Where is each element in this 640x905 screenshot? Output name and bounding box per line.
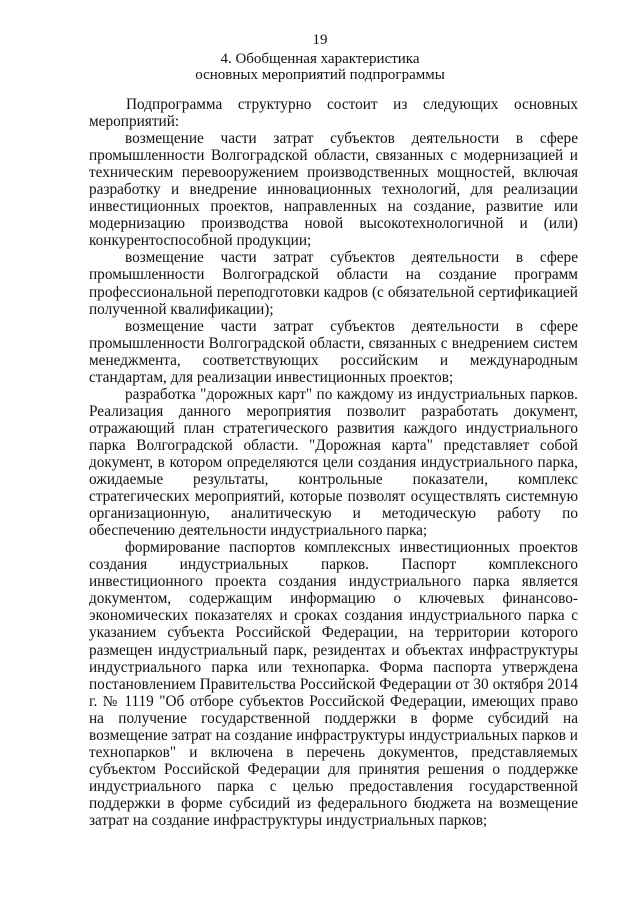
section-heading [0, 51, 640, 83]
paragraph-management-systems: возмещение части затрат субъектов деятельности в сфере промышленности Волгоградской области, связанных с внедрением систем менеджмента, соответствующих российским и международным стандартам, для реализации инвестиционных проектов; [89, 317, 578, 386]
section-title-line-1: 4. Обобщенная характеристика [220, 51, 420, 67]
paragraph-passports: формирование паспортов комплексных инвестиционных проектов создания индустриальных парков. Паспорт комплексного инвестиционного проекта создания индустриального парка является документом, содержащим информацию о ключевых финансово-экономических показателях и сроках создания индустриального парка с указанием субъекта Российской Федерации, на территории которого размещен индустриальный парк, резидентах и объектах инфраструктуры индустриального парка или технопарка. Форма паспорта утверждена постановлением Правительства Российской Федерации от 30 октября 2014 г. № 1119 "Об отборе субъектов Российской Федерации, имеющих право на получение государственной поддержки в форме субсидий на возмещение затрат на создание инфраструктуры индустриальных парков и технопарков" и включена в перечень документов, представляемых субъектом Российской Федерации для принятия решения о поддержке индустриального парка с целью предоставления государственной поддержки в форме субсидий из федерального бюджета на возмещение затрат на создание инфраструктуры индустриальных парков; [89, 539, 578, 829]
paragraph-modernization: возмещение части затрат субъектов деятельности в сфере промышленности Волгоградской области, связанных с модернизацией и техническим перевооружением производственных мощностей, включая разработку и внедрение инновационных технологий, для реализации инвестиционных проектов, направленных на создание, развитие или модернизацию производства новой высокотехнологичной и (или) конкурентоспособной продукции; [89, 130, 578, 250]
page-number: 19 [312, 32, 328, 48]
document-body [89, 96, 578, 829]
section-title-line-2: основных мероприятий подпрограммы [195, 67, 445, 83]
paragraph-retraining: возмещение части затрат субъектов деятельности в сфере промышленности Волгоградской области на создание программ профессиональной переподготовки кадров (с обязательной сертификацией полученной квалификации); [89, 249, 578, 318]
paragraph-roadmaps: разработка "дорожных карт" по каждому из индустриальных парков. Реализация данного мероприятия позволит разработать документ, отражающий план стратегического развития каждого индустриального парка Волгоградской области. "Дорожная карта" представляет собой документ, в котором определяются цели создания индустриального парка, ожидаемые результаты, контрольные показатели, комплекс стратегических мероприятий, которые позволят осуществлять системную организационную, аналитическую и методическую работу по обеспечению деятельности индустриального парка; [89, 385, 578, 540]
paragraph-intro: Подпрограмма структурно состоит из следующих основных мероприятий: [89, 96, 578, 131]
